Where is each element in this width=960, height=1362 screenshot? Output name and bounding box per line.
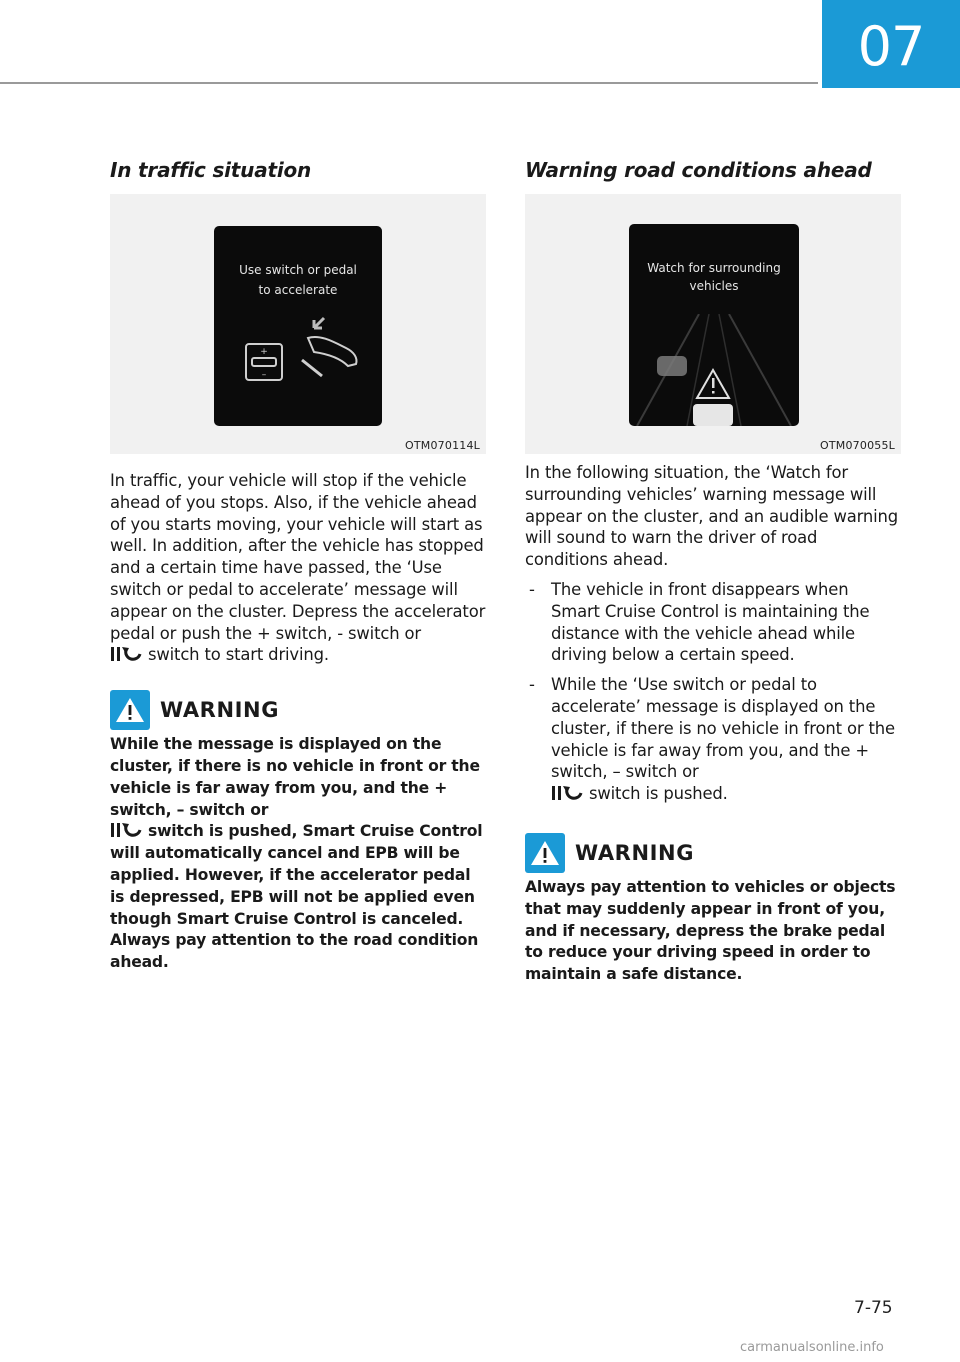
accelerator-pedal-icon <box>294 314 366 378</box>
screen-message-line2: vehicles <box>689 279 739 293</box>
road-intro-paragraph: In the following situation, the ‘Watch for surrounding vehicles’ warning message will appear on the cluster, and an audible warning will sound to warn the driver of road conditions ahead. <box>525 463 899 570</box>
section-title-road-conditions: Warning road conditions ahead <box>525 158 872 182</box>
traffic-paragraph-tail: switch to start driving. <box>148 645 329 665</box>
list-item <box>525 579 901 666</box>
list-item-text: The vehicle in front disappears when Smart Cruise Control is maintaining the distance with the vehicle ahead while driving below a certain speed. <box>551 579 870 665</box>
warning-label: WARNING <box>160 698 280 723</box>
svg-text:+: + <box>260 347 268 357</box>
cruise-switch-icon <box>551 784 585 802</box>
switch-icon <box>244 342 284 382</box>
cluster-screen <box>214 226 382 426</box>
chapter-tab <box>822 0 960 88</box>
section-title-traffic: In traffic situation <box>110 158 312 182</box>
warning-text <box>110 734 486 974</box>
warning-text-start: While the message is displayed on the cluster, if there is no vehicle in front or the vehicle is far away from you, and the + switch, – switch or <box>110 735 480 819</box>
list-item-text: While the ‘Use switch or pedal to accelerate’ message is displayed on the cluster, if there is no vehicle in front or the vehicle is far away from you, and the + switch, – switch or <box>551 675 895 782</box>
screen-message-line1: Use switch or pedal <box>239 263 357 277</box>
left-column <box>110 158 486 974</box>
warning-box-left <box>110 690 486 974</box>
list-dash: - <box>529 579 535 599</box>
warning-triangle-icon <box>525 833 565 873</box>
warning-box-right <box>525 833 901 986</box>
cruise-switch-icon <box>110 821 144 839</box>
screen-message-line2: to accelerate <box>258 283 338 297</box>
cluster-screen <box>629 224 799 426</box>
screen-message-line1: Watch for surrounding <box>647 261 781 275</box>
header-rule <box>0 82 818 84</box>
warning-text: Always pay attention to vehicles or objects that may suddenly appear in front of you, and if necessary, depress the brake pedal to reduce your driving speed in order to maintain a safe distance. <box>525 877 896 984</box>
list-item-text-tail: switch is pushed. <box>589 784 728 804</box>
warning-triangle-icon <box>110 690 150 730</box>
figure-caption: OTM070114L <box>405 439 480 452</box>
cruise-switch-icon <box>110 645 144 663</box>
list-dash: - <box>529 675 535 695</box>
warning-text-end: switch is pushed, Smart Cruise Control will automatically cancel and EPB will be applied. However, if the accelerator pedal is depressed, EPB will not be applied even though Smart Cruise Control is canceled. Always pay attention to the road condition ahead. <box>110 822 483 972</box>
warning-header <box>110 690 486 730</box>
page-number: 7-75 <box>854 1298 893 1318</box>
figure-road-cluster <box>525 194 901 454</box>
figure-traffic-cluster <box>110 194 486 454</box>
road-scene-graphic <box>629 314 799 426</box>
warning-label: WARNING <box>575 840 695 865</box>
figure-caption: OTM070055L <box>820 439 895 452</box>
condition-list <box>525 579 901 805</box>
svg-text:–: – <box>261 370 267 380</box>
right-column <box>525 158 901 986</box>
warning-header <box>525 833 901 873</box>
chapter-number: 07 <box>857 14 925 78</box>
traffic-paragraph-text: In traffic, your vehicle will stop if the vehicle ahead of you stops. Also, if the vehicle ahead of you starts moving, your vehicle will start as well. In addition, after the vehicle has stopped and a certain time have passed, the ‘Use switch or pedal to accelerate’ message will appear on the cluster. Depress the accelerator pedal or push the + switch, - switch or <box>110 471 486 643</box>
traffic-paragraph <box>110 470 486 666</box>
watermark: carmanualsonline.info <box>740 1340 884 1355</box>
list-item <box>525 674 901 805</box>
